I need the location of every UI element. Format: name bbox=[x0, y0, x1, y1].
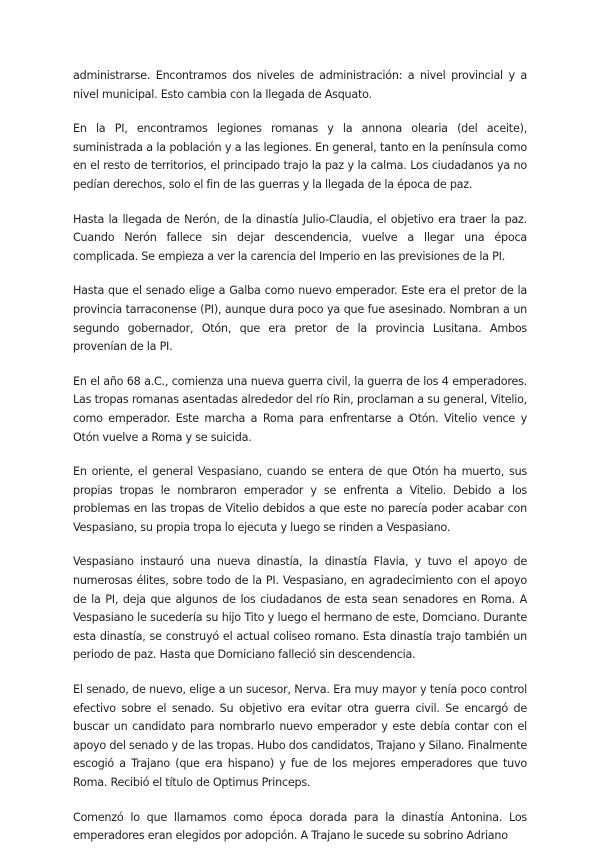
paragraph-2: En la PI, encontramos legiones romanas y la annona olearia (del aceite), suministrada a la población y a las legiones. En general, tanto en la península como en el resto de territorios, el principado trajo la paz y la calma. Los ciudadanos ya no pedían derechos, solo el fin de las guerras y la llegada de la época de paz. bbox=[73, 122, 527, 191]
paragraph-9: Comenzó lo que llamamos como época dorada para la dinastía Antonina. Los emperadores eran elegidos por adopción. A Trajano le sucede su sobrino Adriano bbox=[73, 810, 527, 843]
paragraph-3: Hasta la llegada de Nerón, de la dinastía Julio-Claudia, el objetivo era traer la paz. Cuando Nerón fallece sin dejar descendencia, vuelve a llegar una época complicada. Se empieza a ver la carencia del Imperio en las previsiones de la PI. bbox=[73, 212, 527, 263]
paragraph-1: administrarse. Encontramos dos niveles de administración: a nivel provincial y a nivel municipal. Esto cambia con la llegada de Asquato. bbox=[73, 69, 527, 101]
paragraph-8: El senado, de nuevo, elige a un sucesor, Nerva. Era muy mayor y tenía poco control efectivo sobre el senado. Su objetivo era evitar otra guerra civil. Se encargó de buscar un candidato para nombrarlo nuevo emperador y este debía contar con el apoyo del senado y de las tropas. Hubo dos candidatos, Trajano y Silano. Finalmente escogió a Trajano (que era hispano) y fue de los mejores emperadores que tuvo Roma. Recibió el título de Optimus Princeps. bbox=[73, 683, 527, 789]
paragraph-4: Hasta que el senado elige a Galba como nuevo emperador. Este era el pretor de la provincia tarraconense (PI), aunque dura poco ya que fue asesinado. Nombran a un segundo gobernador, Otón, que era pretor de la provincia Lusitana. Ambos provenían de la PI. bbox=[73, 284, 527, 354]
paragraph-6: En oriente, el general Vespasiano, cuando se entera de que Otón ha muerto, sus propias tropas le nombraron emperador y se enfrenta a Vitelio. Debido a los problemas en las tropas de Vitelio debidos a que este no parecía poder acabar con Vespasiano, su propia tropa lo ejecuta y luego se rinden a Vespasiano. bbox=[73, 465, 527, 534]
document-body bbox=[73, 67, 527, 846]
paragraph-7: Vespasiano instauró una nueva dinastía, la dinastía Flavia, y tuvo el apoyo de numerosas élites, sobre todo de la PI. Vespasiano, en agradecimiento con el apoyo de la PI, deja que algunos de los ciudadanos de esta sean senadores en Roma. A Vespasiano le sucedería su hijo Tito y luego el hermano de este, Domciano. Durante esta dinastía, se construyó el actual coliseo romano. Esta dinastía trajo también un periodo de paz. Hasta que Domiciano falleció sin descendencia. bbox=[73, 555, 527, 662]
paragraph-5: En el año 68 a.C., comienza una nueva guerra civil, la guerra de los 4 emperadores. Las tropas romanas asentadas alrededor del río Rin, proclaman a su general, Vitelio, como emperador. Este marcha a Roma para enfrentarse a Otón. Vitelio vence y Otón vuelve a Roma y se suicida. bbox=[73, 374, 527, 444]
